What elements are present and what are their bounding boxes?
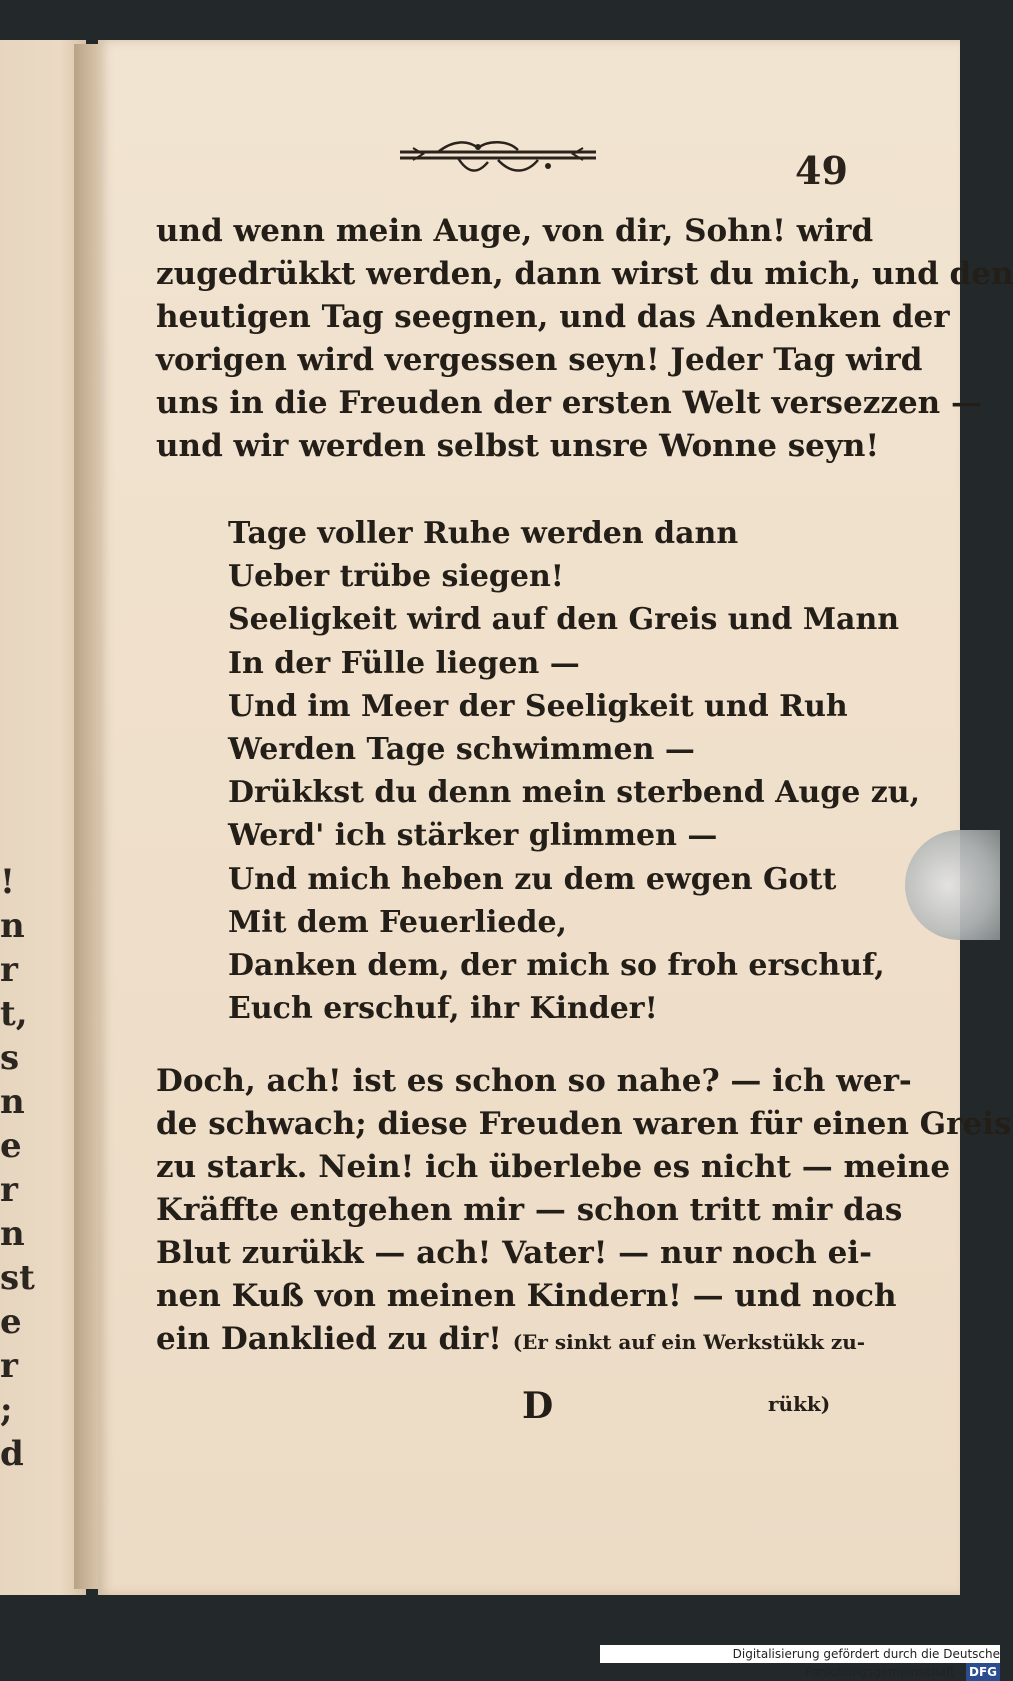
text-line: nen Kuß von meinen Kindern! — und noch <box>156 1278 897 1314</box>
dfg-logo: DFG <box>966 1663 1000 1681</box>
left-page-fragment: s <box>0 1038 20 1078</box>
ornament-icon <box>398 138 598 182</box>
text-line: uns in die Freuden der ersten Welt versezzen — <box>156 385 982 421</box>
paragraph-2-last-line <box>156 1318 866 1361</box>
verse-line: Mit dem Feuerliede, <box>228 904 567 940</box>
left-page-text-fragments <box>0 860 35 1476</box>
left-page-fragment: ; <box>0 1390 13 1430</box>
verse-line: Und im Meer der Seeligkeit und Ruh <box>228 688 848 724</box>
text-line: Doch, ach! ist es schon so nahe? — ich wer- <box>156 1063 912 1099</box>
text-line: zu stark. Nein! ich überlebe es nicht — meine <box>156 1149 951 1185</box>
left-page-fragment: e <box>0 1126 22 1166</box>
text-line: de schwach; diese Freuden waren für einen Greis <box>156 1106 1012 1142</box>
verse-line: Ueber trübe siegen! <box>228 559 564 595</box>
left-page-fragment: n <box>0 1082 25 1122</box>
verse-line: Drükkst du denn mein sterbend Auge zu, <box>228 775 921 811</box>
left-page-fragment: t, <box>0 994 28 1034</box>
footer-text: Digitalisierung gefördert durch die Deutsche Forschungsgemeinschaft - <box>732 1647 1000 1679</box>
left-page-fragment: ! <box>0 862 15 902</box>
text-line: und wir werden selbst unsre Wonne seyn! <box>156 428 880 464</box>
signature-mark: D <box>522 1385 554 1427</box>
stage-direction: (Er sinkt auf ein Werkstükk zu- <box>512 1330 866 1354</box>
verse-line: Danken dem, der mich so froh erschuf, <box>228 947 885 983</box>
verse-line: Seeligkeit wird auf den Greis und Mann <box>228 602 900 638</box>
text-line: und wenn mein Auge, von dir, Sohn! wird <box>156 213 874 249</box>
verse-line: Euch erschuf, ihr Kinder! <box>228 991 658 1027</box>
text-line: Blut zurükk — ach! Vater! — nur noch ei- <box>156 1235 872 1271</box>
text-line: vorigen wird vergessen seyn! Jeder Tag wird <box>156 342 923 378</box>
paragraph-1 <box>156 210 1013 468</box>
left-page-fragment: st <box>0 1258 35 1298</box>
text-line: zugedrükkt werden, dann wirst du mich, und den <box>156 256 1013 292</box>
left-page-fragment: n <box>0 906 25 946</box>
last-line-text: ein Danklied zu dir! <box>156 1321 502 1357</box>
verse-line: In der Fülle liegen — <box>228 645 580 681</box>
verse-line: Werden Tage schwimmen — <box>228 731 695 767</box>
left-page-fragment: r <box>0 950 18 990</box>
left-page-fragment: d <box>0 1434 24 1474</box>
catchword: rükk) <box>768 1392 831 1416</box>
left-page-fragment: e <box>0 1302 22 1342</box>
verse-block <box>228 512 921 1030</box>
text-line: Kräffte entgehen mir — schon tritt mir das <box>156 1192 903 1228</box>
page-number: 49 <box>795 148 848 193</box>
paragraph-2 <box>156 1060 1012 1318</box>
verse-line: Tage voller Ruhe werden dann <box>228 516 739 551</box>
text-line: heutigen Tag seegnen, und das Andenken der <box>156 299 950 335</box>
left-page-fragment: n <box>0 1214 25 1254</box>
verse-line: Und mich heben zu dem ewgen Gott <box>228 861 837 897</box>
left-page-fragment: r <box>0 1346 18 1386</box>
left-page-fragment: r <box>0 1170 18 1210</box>
footer-credit <box>600 1645 1000 1679</box>
verse-line: Werd' ich stärker glimmen — <box>228 818 718 854</box>
